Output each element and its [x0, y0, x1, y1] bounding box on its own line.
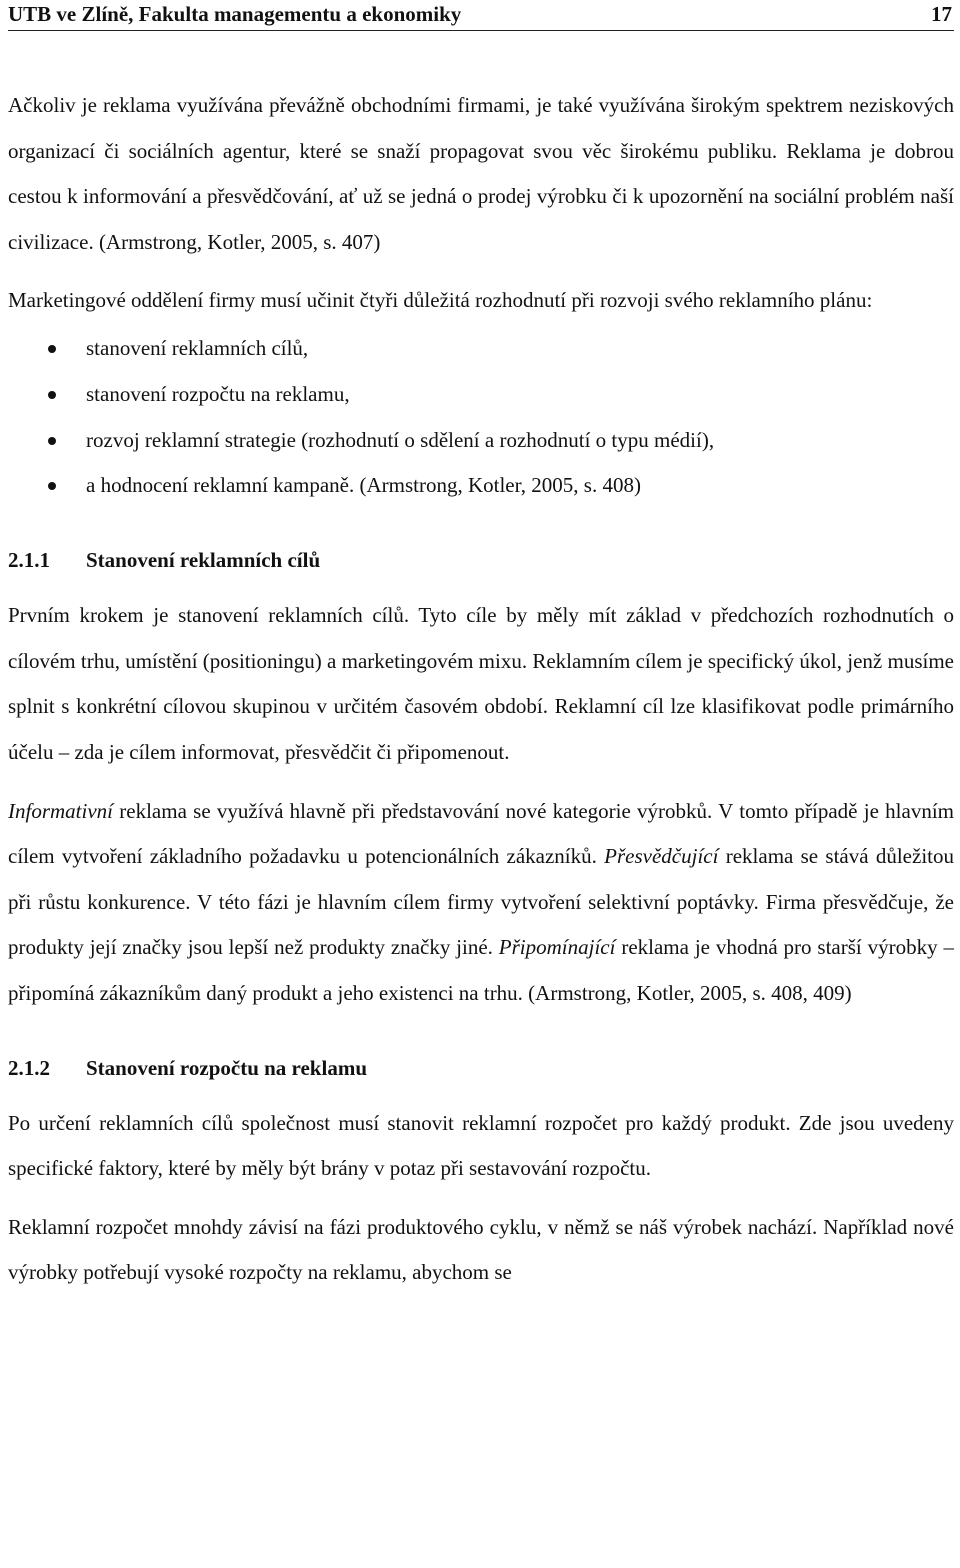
- page-header: [8, 0, 954, 31]
- list-item: [8, 372, 954, 418]
- section-title: Stanovení reklamních cílů: [86, 548, 321, 573]
- decisions-paragraph: Marketingové oddělení firmy musí učinit čtyři důležitá rozhodnutí při rozvoji svého reklamního plánu:: [8, 288, 873, 313]
- budget-paragraph: Po určení reklamních cílů společnost musí stanovit reklamní rozpočet pro každý produkt. Zde jsou uvedeny specifické faktory, které by měly být brány v potaz při sestavování rozpočtu.: [8, 1110, 954, 1181]
- section-heading: [8, 545, 954, 575]
- header-title: UTB ve Zlíně, Fakulta managementu a ekonomiky: [8, 2, 462, 26]
- list-item: [8, 463, 954, 509]
- section-number: 2.1.2: [8, 1055, 50, 1080]
- document-page: [8, 0, 954, 1296]
- section-title: Stanovení rozpočtu na reklamu: [86, 1055, 367, 1080]
- paragraph-text: reklama se stává důležitou při růstu konkurence. V této fázi je hlavním cílem firmy vytvoření selektivní poptávky. Firma přesvědčuje, že produkty její značky jsou lepší než produkty značky jiné.: [8, 844, 954, 960]
- bullet-icon: [48, 437, 56, 445]
- goals-paragraph: Prvním krokem je stanovení reklamních cílů. Tyto cíle by měly mít základ v předchozích rozhodnutích o cílovém trhu, umístění (positioningu) a marketingovém mixu. Reklamním cílem je specifický úkol, jenž musíme splnit s konkrétní cílovou skupinou v určitém časovém období. Reklamní cíl lze klasifikovat podle primárního účelu – zda je cílem informovat, přesvědčit či připomenout.: [8, 603, 954, 764]
- list-item: [8, 326, 954, 372]
- section-number: 2.1.1: [8, 548, 50, 573]
- term-persuasive: Přesvědčující: [604, 844, 719, 869]
- list-item-text: stanovení rozpočtu na reklamu,: [86, 381, 350, 406]
- goal-types-paragraph: [8, 789, 954, 1017]
- page-number: 17: [931, 2, 952, 26]
- intro-paragraph: Ačkoliv je reklama využívána převážně obchodními firmami, je také využívána širokým spektrem neziskových organizací či sociálních agentur, které se snaží propagovat svou věc širokému publiku. Reklama je dobrou cestou k informování a přesvědčování, ať už se jedná o prodej výrobku či k upozornění na sociální problém naší civilizace. (Armstrong, Kotler, 2005, s. 407): [8, 93, 954, 254]
- term-reminder: Připomínající: [498, 935, 616, 960]
- list-item-text: rozvoj reklamní strategie (rozhodnutí o sdělení a rozhodnutí o typu médií),: [86, 427, 715, 452]
- term-informative: Informativní: [8, 798, 113, 823]
- section-heading: [8, 1053, 954, 1083]
- paragraph-text: reklama se využívá hlavně při představování nové kategorie výrobků. V tomto případě je hlavním cílem vytvoření základního požadavku u potencionálních zákazníků.: [8, 798, 954, 869]
- list-item: [8, 418, 954, 464]
- bullet-icon: [48, 391, 56, 399]
- bullet-icon: [48, 482, 56, 490]
- bullet-icon: [48, 345, 56, 353]
- list-item-text: a hodnocení reklamní kampaně. (Armstrong, Kotler, 2005, s. 408): [86, 473, 641, 498]
- budget-lifecycle-paragraph: Reklamní rozpočet mnohdy závisí na fázi produktového cyklu, v němž se náš výrobek nachází. Například nové výrobky potřebují vysoké rozpočty na reklamu, abychom se: [8, 1214, 954, 1285]
- decisions-list: [8, 326, 954, 509]
- list-item-text: stanovení reklamních cílů,: [86, 335, 309, 360]
- paragraph-text: reklama je vhodná pro starší výrobky – připomíná zákazníkům daný produkt a jeho existenci na trhu. (Armstrong, Kotler, 2005, s. 408, 409): [8, 935, 954, 1005]
